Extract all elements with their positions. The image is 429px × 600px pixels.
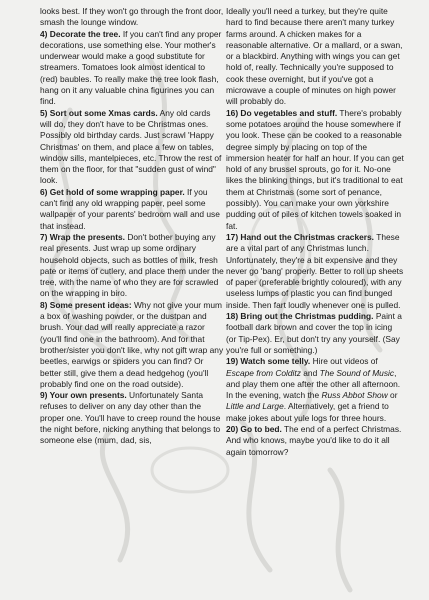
section-heading: 9) Your own presents. bbox=[40, 390, 127, 401]
title-russ-abbot-show: Russ Abbot Show bbox=[321, 390, 388, 401]
section-body: Why not give your mum a box of washing powder, or the dustpan and brush. Your dad will really appreciate a razor (you'll find one in the bathroom). And for that brother/sister you don't like, why not gift wrap any beetles, earwigs or spiders you can find? Or better still, give them a dead hedgehog (you'll probably find one on the road outside). bbox=[40, 299, 224, 389]
section-crackers bbox=[226, 232, 404, 311]
section-body: Don't bother buying any real presents. Just wrap up some ordinary household objects, such as bottles of milk, fresh pate or items of cutlery, and place them under the tree, with the name of who they are for scrawled on the wrapping in biro. bbox=[40, 231, 224, 299]
section-body: These are a vital part of any Christmas lunch. Unfortunately, they're a bit expensive and they never go 'bang' properly. Better to roll up sheets of paper (preferable brightly coloured), with any useless lumps of plastic you can find bunged inside. Then fart loudly whenever one is pulled. bbox=[226, 231, 404, 310]
section-heading: 18) Bring out the Christmas pudding. bbox=[226, 311, 374, 322]
right-column bbox=[226, 6, 404, 458]
section-go-to-bed bbox=[226, 424, 404, 458]
section-own-presents bbox=[40, 390, 224, 446]
left-column bbox=[40, 6, 224, 447]
section-wrap-presents bbox=[40, 232, 224, 300]
section-pudding bbox=[226, 311, 404, 356]
section-body-text: , and play them one after the other all afternoon. In the evening, watch the bbox=[226, 367, 401, 401]
section-heading: 16) Do vegetables and stuff. bbox=[226, 107, 338, 118]
section-heading: 20) Go to bed. bbox=[226, 423, 282, 434]
section-heading: 17) Hand out the Christmas crackers. bbox=[226, 231, 375, 242]
section-vegetables bbox=[226, 108, 404, 232]
section-body-text: . Alternatively, get a friend to make jokes about yule logs for three hours. bbox=[226, 401, 389, 423]
section-body: There's probably some potatoes around the house somewhere if you look. These can be cooked to a reasonable degree simply by placing on top of the immersion heater for half an hour. If you can get hold of any brussel sprouts, go for it. No-one likes the blinking things, but it's traditional to eat them at Christmas (some sort of penance, possibly). You can make your own yorkshire pudding out of piles of kitchen towels soaked in fat. bbox=[226, 107, 404, 231]
section-body: Any old cards will do, they don't have to be Christmas ones. Possibly old birthday cards. Just scrawl 'Happy Christmas' on them, and place a few on tables, window sills, mantelpieces, etc. Throw the rest of them on the floor, for that "sudden gust of wind" look. bbox=[40, 107, 222, 186]
section-heading: 8) Some present ideas: bbox=[40, 299, 132, 310]
section-body: If you can't find any proper decorations, use something else. Your mother's underwear would make a good substitute for streamers. Tomatoes look almost identical to (red) baubles. To really make the tree look flash, hang on it any valuable china figurines you can find. bbox=[40, 28, 222, 107]
right-intro-text: Ideally you'll need a turkey, but they're quite hard to find because there aren't many turkey farms around. A chicken makes for a reasonable alternative. Or a mallard, or a swan, or a blackbird. Anything with wings you can get hold of, really. Technically you're supposed to cook these overnight, but if you've got a microwave a couple of minutes on high power will probably do. bbox=[226, 6, 403, 107]
section-body: Unfortunately Santa refuses to deliver on any day other than the proper one. You'll have to creep round the house the night before, nicking anything that belongs to someone else (mum, dad, sis, bbox=[40, 390, 221, 446]
section-decorate-tree bbox=[40, 29, 224, 108]
section-wrapping-paper bbox=[40, 187, 224, 232]
section-heading: 4) Decorate the tree. bbox=[40, 28, 121, 39]
left-intro-text: looks best. If they won't go through the front door, smash the lounge window. bbox=[40, 6, 224, 28]
section-body-text: or bbox=[387, 390, 398, 401]
section-heading: 5) Sort out some Xmas cards. bbox=[40, 107, 158, 118]
section-body: If you can't find any old wrapping paper, peel some wallpaper of your parents' bedroom wall and use that instead. bbox=[40, 186, 220, 231]
section-body: The end of a perfect Christmas. And who knows, maybe you'd like to do it all again tomorrow? bbox=[226, 423, 402, 457]
title-escape-from-colditz: Escape from Colditz bbox=[226, 367, 301, 378]
title-sound-of-music: The Sound of Music bbox=[319, 367, 395, 378]
section-heading: 19) Watch some telly. bbox=[226, 356, 311, 367]
section-heading: 7) Wrap the presents. bbox=[40, 231, 126, 242]
title-little-and-large: Little and Large bbox=[226, 401, 284, 412]
section-body-text: Hire out videos of bbox=[312, 356, 378, 367]
section-body-text: and bbox=[300, 367, 320, 378]
section-xmas-cards bbox=[40, 108, 224, 187]
section-present-ideas bbox=[40, 300, 224, 390]
section-heading: 6) Get hold of some wrapping paper. bbox=[40, 186, 185, 197]
section-body: Paint a football dark brown and cover the top in icing (or Tip-Pex). Er, but don't try any yourself. (Say you're full or something.) bbox=[226, 311, 402, 355]
section-watch-telly bbox=[226, 356, 404, 424]
